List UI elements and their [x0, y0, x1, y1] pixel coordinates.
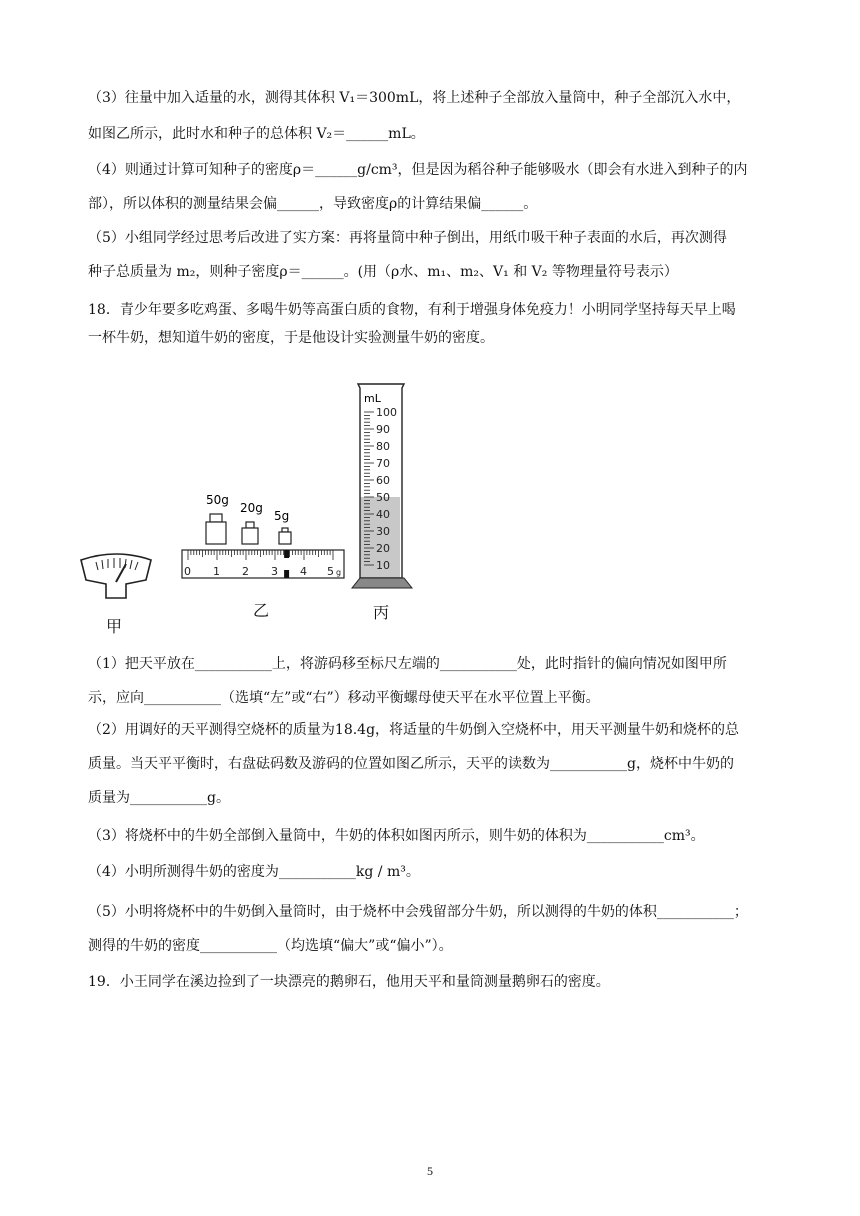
cylinder-tick-label: 40	[376, 508, 390, 521]
ruler-tick-1: 1	[213, 565, 220, 578]
q19-intro: 19．小王同学在溪边捡到了一块漂亮的鹅卵石，他用天平和量筒测量鹅卵石的密度。	[88, 974, 610, 990]
q17-part4-line2: 部），所以体积的测量结果会偏______，导致密度ρ的计算结果偏______。	[88, 196, 538, 212]
graduated-cylinder-figure-bing	[350, 382, 414, 592]
q18-part1-line2: 示，应向___________（选填“左”或“右”）移动平衡螺母使天平在水平位置上平衡。	[88, 690, 600, 706]
cylinder-tick-label: 60	[376, 474, 390, 487]
weight-5g	[279, 528, 291, 544]
q18-part3: （3）将烧杯中的牛奶全部倒入量筒中，牛奶的体积如图丙所示，则牛奶的体积为___________cm³。	[88, 828, 705, 844]
ruler-tick-3: 3	[271, 565, 278, 578]
q17-part3-line2: 如图乙所示，此时水和种子的总体积 V₂＝______mL。	[88, 126, 425, 142]
weight-label-20g: 20g	[240, 501, 263, 515]
figure-label-jia: 甲	[106, 617, 123, 636]
cylinder-tick-label: 50	[376, 491, 390, 504]
cylinder-tick-label: 80	[376, 440, 390, 453]
rider-marker	[284, 550, 289, 558]
q18-part5-line1: （5）小明将烧杯中的牛奶倒入量筒时，由于烧杯中会残留部分牛奶，所以测得的牛奶的体积___________；	[88, 904, 748, 920]
figure-label-bing: 丙	[373, 603, 390, 622]
q18-intro-line1: 18．青少年要多吃鸡蛋、多喝牛奶等高蛋白质的食物，有利于增强身体免疫力！小明同学坚持每天早上喝	[88, 302, 736, 318]
q18-part5-line2: 测得的牛奶的密度___________（均选填“偏大”或“偏小”）。	[88, 938, 453, 954]
q17-part3-line1: （3）往量中加入适量的水，测得其体积 V₁＝300mL，将上述种子全部放入量筒中，种子全部沉入水中，	[88, 90, 741, 106]
cylinder-base	[352, 578, 412, 588]
q17-part5-line2: 种子总质量为 m₂，则种子密度ρ＝______。(用（ρ水、m₁、m₂、V₁ 和 V₂ 等物理量符号表示）	[88, 264, 678, 280]
ruler-tick-2: 2	[242, 565, 249, 578]
ruler-unit: g	[336, 568, 342, 577]
q18-part2-line3: 质量为___________g。	[88, 790, 230, 806]
cylinder-tick-label: 90	[376, 423, 390, 436]
figure-label-yi: 乙	[253, 601, 270, 620]
ruler-tick-0: 0	[184, 565, 191, 578]
page-number: 5	[427, 1164, 433, 1178]
q17-part4-line1: （4）则通过计算可知种子的密度ρ＝______g/cm³，但是因为稻谷种子能够吸水（即会有水进入到种子的内	[88, 162, 748, 178]
q18-part1-line1: （1）把天平放在___________上，将游码移至标尺左端的___________处，此时指针的偏向情况如图甲所	[88, 656, 727, 672]
ruler-tick-5: 5	[327, 565, 334, 578]
weight-label-5g: 5g	[274, 509, 290, 523]
q18-part4: （4）小明所测得牛奶的密度为___________kg / m³。	[88, 864, 420, 880]
q17-part5-line1: （5）小组同学经过思考后改进了实方案：再将量筒中种子倒出，用纸巾吸干种子表面的水后，再次测得	[88, 230, 727, 246]
balance-scale-figure-jia	[76, 550, 156, 610]
cylinder-tick-label: 30	[376, 525, 390, 538]
cylinder-tick-label: 20	[376, 542, 390, 555]
cylinder-tick-label: 10	[376, 559, 390, 572]
cylinder-tick-label: 100	[376, 406, 397, 419]
weight-20g	[242, 522, 258, 544]
weight-label-50g: 50g	[206, 493, 229, 507]
rider-marker-bottom	[284, 570, 289, 578]
q18-part2-line1: （2）用调好的天平测得空烧杯的质量为18.4g，将适量的牛奶倒入空烧杯中，用天平测量牛奶和烧杯的总	[88, 722, 740, 738]
weight-50g	[206, 514, 226, 544]
ruler-tick-4: 4	[300, 565, 307, 578]
cylinder-tick-label: 70	[376, 457, 390, 470]
cylinder-unit-label: mL	[364, 392, 381, 405]
weights-and-ruler-figure-yi	[178, 488, 348, 584]
q18-intro-line2: 一杯牛奶，想知道牛奶的密度，于是他设计实验测量牛奶的密度。	[88, 330, 494, 346]
q18-part2-line2: 质量。当天平平衡时，右盘砝码数及游码的位置如图乙所示，天平的读数为___________g，烧杯中牛奶的	[88, 756, 734, 772]
